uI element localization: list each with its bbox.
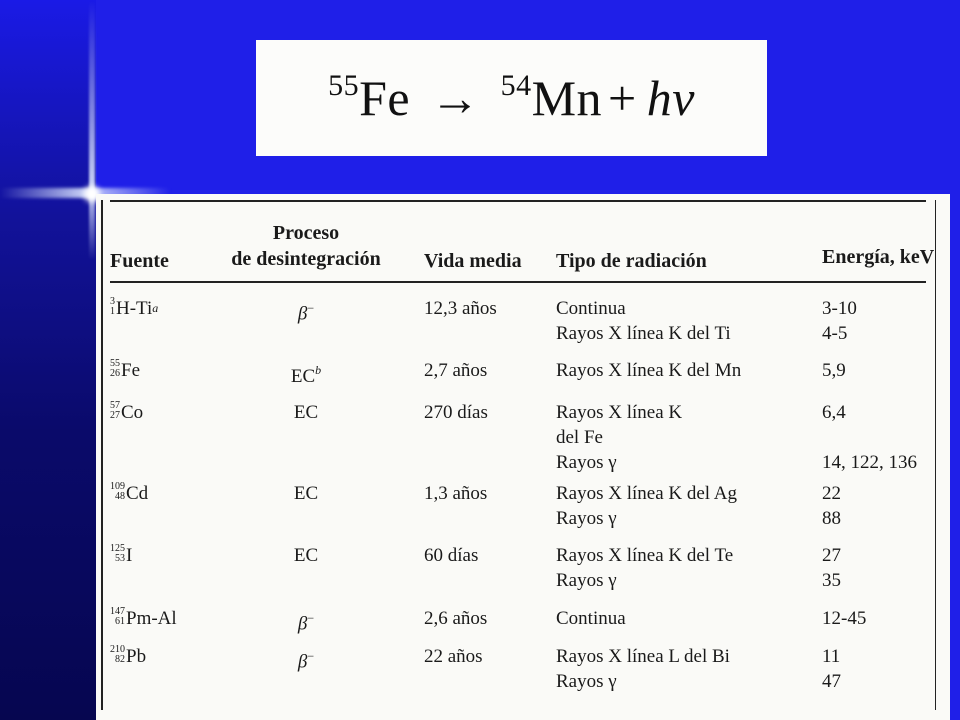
radiation-line: Rayos γ	[556, 570, 617, 591]
atomic-number: 26	[110, 368, 120, 379]
radiation-line: Rayos γ	[556, 452, 617, 473]
half-life-cell: 2,6 años	[424, 608, 488, 629]
half-life-cell: 2,7 años	[424, 360, 488, 381]
header-energy: Energía, keV	[822, 246, 935, 268]
radiation-line: Rayos X línea K del Te	[556, 545, 734, 566]
radiation-line: Rayos X línea K	[556, 402, 683, 423]
source-cell	[110, 606, 177, 631]
header-process-line1: Proceso	[272, 222, 340, 244]
energy-line: 88	[822, 508, 841, 529]
mass-number: 3	[110, 296, 115, 307]
process-cell	[226, 296, 386, 326]
nuclide-numbers	[110, 645, 125, 665]
energy-line: 27	[822, 545, 841, 566]
parent-symbol: Fe	[359, 70, 411, 126]
energy-line: 22	[822, 483, 841, 504]
process-value: EC	[293, 545, 319, 566]
atomic-number: 61	[115, 616, 125, 627]
source-cell	[110, 358, 140, 383]
half-life-cell: 22 años	[424, 646, 483, 667]
process-cell	[226, 358, 386, 389]
radiation-line: Rayos X línea K del Mn	[556, 360, 742, 381]
table-left-border	[101, 200, 103, 710]
atomic-number: 27	[110, 410, 120, 421]
energy-line: 11	[822, 646, 841, 667]
nuclide-symbol: Cd	[126, 483, 149, 504]
daughter-mass: 54	[500, 69, 532, 102]
nuclide-symbol: I	[126, 545, 133, 566]
process-superscript: −	[307, 611, 315, 625]
header-process	[226, 222, 386, 270]
source-cell	[110, 296, 158, 321]
photon-term: hv	[646, 70, 695, 126]
header-process-line2: de desintegración	[231, 248, 381, 270]
mass-number: 109	[110, 481, 125, 492]
daughter-symbol: Mn	[531, 70, 603, 126]
process-cell	[226, 543, 386, 568]
radiation-line: del Fe	[556, 427, 603, 448]
atomic-number: 53	[115, 553, 125, 564]
header-half-life: Vida media	[424, 250, 522, 272]
header-rule	[110, 281, 926, 283]
atomic-number: 48	[115, 491, 125, 502]
radiation-sources-table	[96, 194, 950, 720]
header-radiation: Tipo de radiación	[556, 250, 707, 272]
daughter-nuclide	[501, 69, 602, 127]
process-cell	[226, 644, 386, 674]
radiation-line: Continua	[556, 298, 626, 319]
process-superscript: −	[307, 301, 315, 315]
radiation-line: Rayos X línea K del Ti	[556, 323, 731, 344]
radiation-line: Rayos γ	[556, 671, 617, 692]
process-value: EC	[293, 402, 319, 423]
nuclide-numbers	[110, 297, 115, 317]
footnote-marker: a	[152, 301, 159, 315]
table-top-rule	[110, 200, 926, 202]
parent-nuclide	[328, 69, 410, 127]
process-superscript: −	[307, 649, 315, 663]
mass-number: 210	[110, 644, 125, 655]
atomic-number: 82	[115, 654, 125, 665]
radiation-line: Rayos X línea L del Bi	[556, 646, 730, 667]
process-cell	[226, 400, 386, 425]
mass-number: 55	[110, 358, 120, 369]
energy-line: 6,4	[822, 402, 846, 423]
atomic-number: 1	[110, 306, 115, 317]
source-cell	[110, 543, 132, 568]
source-cell	[110, 644, 146, 669]
energy-line: 35	[822, 570, 841, 591]
nuclide-numbers	[110, 359, 120, 379]
nuclide-symbol: Pm-Al	[126, 608, 177, 629]
half-life-cell: 12,3 años	[424, 298, 497, 319]
plus-sign: +	[608, 70, 637, 126]
radiation-line: Rayos γ	[556, 508, 617, 529]
nuclide-symbol: Co	[121, 402, 144, 423]
sparkle-vertical-ray	[89, 0, 95, 260]
energy-line: 14, 122, 136	[822, 452, 917, 473]
nuclide-numbers	[110, 401, 120, 421]
parent-mass: 55	[328, 69, 360, 102]
radiation-line: Continua	[556, 608, 626, 629]
process-cell	[226, 481, 386, 506]
process-value: EC	[290, 366, 316, 387]
process-cell	[226, 606, 386, 636]
nuclide-numbers	[110, 544, 125, 564]
energy-line: 5,9	[822, 360, 846, 381]
nuclide-symbol: Fe	[121, 360, 140, 381]
radiation-line: Rayos X línea K del Ag	[556, 483, 738, 504]
half-life-cell: 270 días	[424, 402, 488, 423]
process-value: β	[297, 303, 308, 325]
nuclide-symbol: Pb	[126, 646, 147, 667]
decay-equation	[256, 40, 767, 156]
process-value: EC	[293, 483, 319, 504]
table-right-border	[935, 200, 937, 710]
half-life-cell: 60 días	[424, 545, 479, 566]
mass-number: 147	[110, 606, 125, 617]
header-source: Fuente	[110, 250, 169, 272]
energy-line: 47	[822, 671, 841, 692]
energy-line: 3-10	[822, 298, 857, 319]
arrow-icon: →	[430, 70, 481, 126]
energy-line: 4-5	[822, 323, 848, 344]
energy-line: 12-45	[822, 608, 867, 629]
nuclide-symbol: H-Ti	[116, 298, 153, 319]
source-cell	[110, 400, 143, 425]
mass-number: 125	[110, 543, 125, 554]
nuclide-numbers	[110, 607, 125, 627]
nuclide-numbers	[110, 482, 125, 502]
process-superscript: b	[315, 363, 322, 377]
process-value: β	[297, 613, 308, 635]
left-decorative-band	[0, 0, 96, 720]
process-value: β	[297, 651, 308, 673]
source-cell	[110, 481, 148, 506]
mass-number: 57	[110, 400, 120, 411]
half-life-cell: 1,3 años	[424, 483, 488, 504]
